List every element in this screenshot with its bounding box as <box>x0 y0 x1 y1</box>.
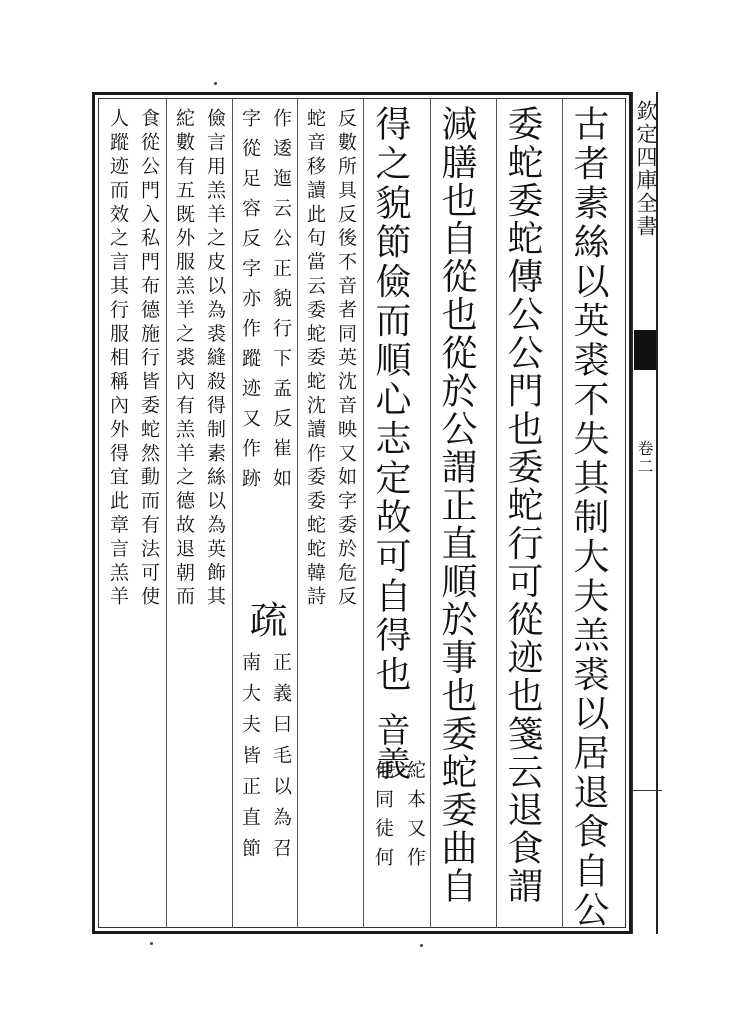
ink-speck <box>420 944 423 947</box>
text-column-3: 減膳也自從也從於公謂正直順於事也委蛇委曲自 <box>436 105 477 906</box>
ink-speck <box>150 942 153 945</box>
column-rule <box>562 98 563 928</box>
text-column-4: 得之貌節儉而順心志定故可自得也 <box>370 105 411 695</box>
spine-volume-label: 卷二 <box>635 440 654 476</box>
annotation-column-6-left: 字從足容反字亦作蹤迹又作跡 <box>239 108 261 498</box>
annotation-heading-shu: 疏 <box>243 600 287 638</box>
annotation-column-6-right: 作逶迤云公正貌行下孟反崔如 <box>270 108 292 498</box>
spine-title: 欽定四庫全書 <box>634 100 658 238</box>
annotation-column-4-right: 紽本又作 <box>404 760 426 876</box>
text-column-1: 古者素絲以英裘不失其制大夫羔裘以居退食自公 <box>568 105 609 931</box>
spine-tick <box>632 790 662 791</box>
text-column-2: 委蛇委蛇傳公公門也委蛇行可從迹也箋云退食謂 <box>502 105 543 906</box>
annotation-column-7-left: 紽數有五既外服羔羊之裘內有羔羊之德故退朝而 <box>173 108 195 610</box>
ink-speck <box>214 82 217 85</box>
annotation-column-8-right: 食從公門入私門布德施行皆委蛇然動而有法可使 <box>138 108 160 610</box>
spine-black-block <box>634 330 656 370</box>
annotation-column-6c-left: 南大夫皆正直節 <box>239 652 261 869</box>
column-rule <box>430 98 431 928</box>
column-rule <box>496 98 497 928</box>
column-rule <box>297 98 298 928</box>
annotation-column-8-left: 人蹤迹而效之言其行服相稱內外得宜此章言羔羊 <box>107 108 129 610</box>
annotation-column-5-right: 反數所具反後不音者同英沈音映又如字委於危反 <box>335 108 357 610</box>
annotation-column-5-left: 蛇音移讀此句當云委蛇委蛇沈讀作委委蛇蛇韓詩 <box>304 108 326 610</box>
annotation-column-7-right: 儉言用羔羊之皮以為裘縫殺得制素絲以為英飾其 <box>204 108 226 610</box>
column-rule <box>232 98 233 928</box>
annotation-column-6c-right: 正義曰毛以為召 <box>270 652 292 869</box>
column-rule <box>363 98 364 928</box>
column-rule <box>166 98 167 928</box>
annotation-column-4-left: 他同徒何 <box>372 760 394 876</box>
annotation-heading-yinyi: 音義 <box>370 712 410 780</box>
